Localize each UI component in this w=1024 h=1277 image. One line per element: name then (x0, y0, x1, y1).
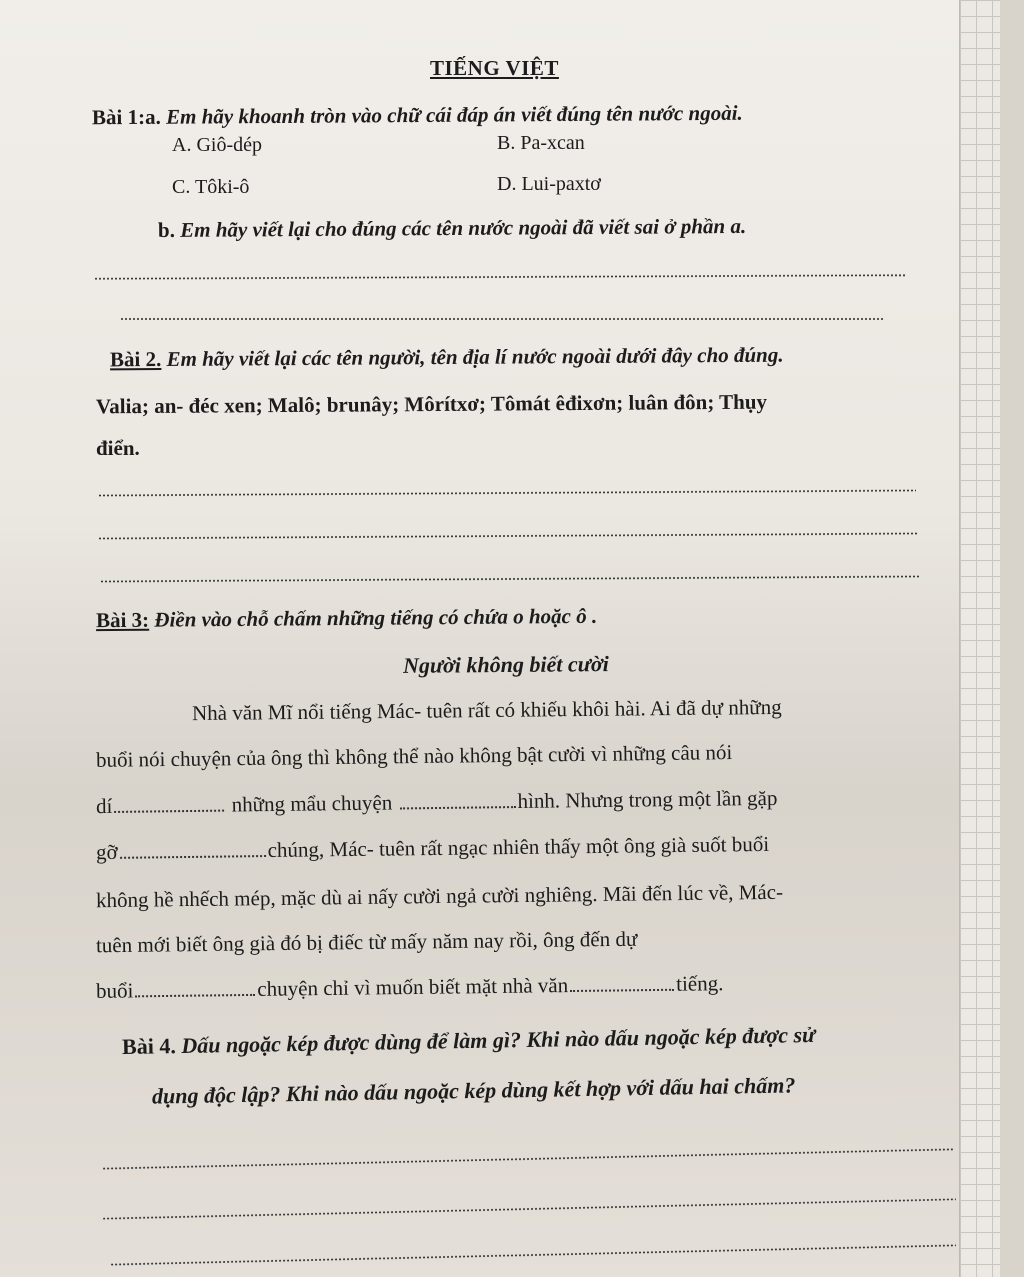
bai1-label-b: b. (157, 217, 176, 243)
bai4-question-line-1 (122, 1022, 816, 1060)
answer-line-1[interactable] (94, 274, 906, 280)
story-line-4-b: chúng, Mác- tuên rất ngạc nhiên thấy một ông già suốt buổi (267, 831, 770, 863)
bai1-question-a-text: Em hãy khoanh tròn vào chữ cái đáp án viết đúng tên nước ngoài. (166, 100, 743, 129)
bai1-question-b (158, 214, 746, 243)
story-line-7 (96, 971, 724, 1004)
story-line-7-c: tiếng. (676, 971, 724, 996)
fill-blank-3[interactable] (120, 855, 266, 859)
bai4-question-line-2 (152, 1072, 796, 1109)
story-line-3-c: hình. Nhưng trong một lần gặp (517, 785, 778, 814)
story-line-3-b: những mẩu chuyện (231, 790, 393, 817)
story-line-6: tuên mới biết ông già đó bị điếc từ mấy năm nay rồi, ông đến dự (95, 926, 638, 958)
story-line-3 (96, 786, 778, 819)
story-line-7-a: buổi (95, 978, 134, 1003)
bai2-names-line-2: điển. (96, 436, 140, 460)
bai2-question-text: Em hãy viết lại các tên người, tên địa lí nước ngoài dưới đây cho đúng. (166, 342, 784, 371)
bai2-names-line-1: Valia; an- đéc xen; Malô; brunây; Môrítxơ; Tômát êđixơn; luân đôn; Thụy (95, 389, 768, 419)
answer-line-6[interactable] (102, 1148, 954, 1169)
answer-line-8[interactable] (110, 1244, 956, 1265)
bai3-question (96, 604, 597, 633)
story-line-5: không hề nhếch mép, mặc dù ai nấy cười ngả cười nghiêng. Mãi đến lúc về, Mác- (95, 879, 784, 913)
bai1-option-c: C. Tôki-ô (172, 176, 250, 198)
story-title: Người không biết cười (402, 651, 609, 678)
bai4-label: Bài 4. (121, 1033, 177, 1060)
bai1-option-b: B. Pa-xcan (497, 132, 585, 154)
fill-blank-1[interactable] (114, 810, 224, 813)
story-line-4 (96, 832, 769, 865)
bai1-option-a: A. Giô-dép (172, 134, 262, 156)
bai1-label: Bài 1:a. (91, 104, 161, 130)
answer-line-7[interactable] (102, 1198, 956, 1219)
bai4-question-text-1: Dấu ngoặc kép được dùng để làm gì? Khi nào dấu ngoặc kép được sử (181, 1021, 816, 1059)
bai2-label: Bài 2. (109, 346, 162, 372)
fill-blank-2[interactable] (400, 806, 516, 809)
page-title: TIẾNG VIỆT (430, 56, 559, 80)
bai1-question-a (92, 101, 743, 131)
bai3-label: Bài 3: (95, 607, 150, 633)
answer-line-4[interactable] (98, 532, 918, 539)
bai1-question-b-text: Em hãy viết lại cho đúng các tên nước ngoài đã viết sai ở phần a. (180, 213, 747, 242)
story-line-1: Nhà văn Mĩ nổi tiếng Mác- tuên rất có khiếu khôi hài. Ai đã dự những (191, 694, 782, 726)
bai3-question-text: Điền vào chỗ chấm những tiếng có chứa o hoặc ô . (154, 603, 598, 632)
bai2-question (110, 343, 784, 373)
answer-line-5[interactable] (100, 575, 920, 582)
bai4-question-text-2: dụng độc lập? Khi nào dấu ngoặc kép dùng kết hợp với dấu hai chấm? (151, 1072, 796, 1109)
answer-line-3[interactable] (98, 490, 916, 497)
bai1-option-d: D. Lui-paxtơ (497, 173, 601, 195)
grid-paper-edge (959, 0, 1000, 1277)
story-line-7-b: chuyện chỉ vì muốn biết mặt nhà văn (257, 973, 569, 1001)
fill-blank-4[interactable] (135, 994, 255, 997)
story-line-3-a: dí (95, 793, 113, 819)
answer-line-2[interactable] (120, 318, 884, 320)
story-line-2: buổi nói chuyện của ông thì không thể nào không bật cười vì những câu nói (95, 740, 733, 772)
story-line-4-a: gỡ (95, 839, 118, 865)
fill-blank-5[interactable] (570, 989, 674, 992)
